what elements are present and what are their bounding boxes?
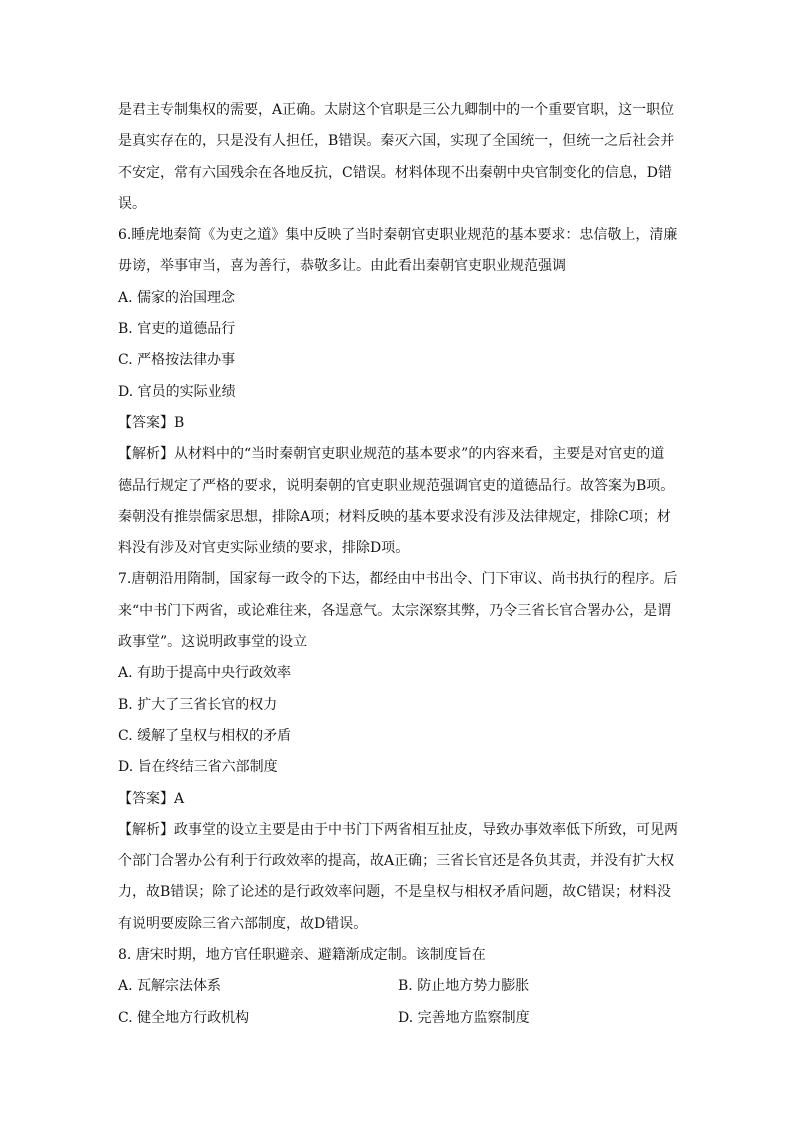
question-7-option-d: D. 旨在终结三省六部制度 xyxy=(118,759,278,776)
question-7-option-c: C. 缓解了皇权与相权的矛盾 xyxy=(118,727,292,744)
question-6-stem: 6.睡虎地秦简《为吏之道》集中反映了当时秦朝官吏职业规范的基本要求：忠信敬上，清廉 xyxy=(118,227,678,244)
question-6-option-a: A. 儒家的治国理念 xyxy=(118,289,236,306)
question-7-analysis: 个部门合署办公有利于行政效率的提高，故A正确；三省长官还是各负其责，并没有扩大权 xyxy=(118,853,675,870)
question-6-answer: 【答案】B xyxy=(118,414,185,431)
question-8-option-b: B. 防止地方势力膨胀 xyxy=(398,978,530,995)
question-8-options-row xyxy=(118,971,678,1002)
question-6-analysis: 秦朝没有推崇儒家思想，排除A项；材料反映的基本要求没有涉及法律规定，排除C项；材 xyxy=(118,508,671,525)
text-line: 是君主专制集权的需要，A正确。太尉这个官职是三公九卿制中的一个重要官职，这一职位 xyxy=(118,102,675,118)
question-8-option-d: D. 完善地方监察制度 xyxy=(398,1009,530,1026)
question-7-option-a: A. 有助于提高中央行政效率 xyxy=(118,665,292,682)
question-6-stem: 毋谤，举事审当，喜为善行，恭敬多让。由此看出秦朝官吏职业规范强调 xyxy=(118,258,566,275)
question-7-answer: 【答案】A xyxy=(118,790,185,807)
question-7-analysis: 【解析】政事堂的设立主要是由于中书门下两省相互扯皮，导致办事效率低下所致，可见两 xyxy=(118,821,678,838)
question-6-analysis: 【解析】从材料中的“当时秦朝官吏职业规范的基本要求”的内容来看，主要是对官吏的道 xyxy=(118,446,665,463)
question-6-option-d: D. 官员的实际业绩 xyxy=(118,383,236,400)
document-page xyxy=(118,95,678,1034)
question-6-analysis: 料没有涉及对官吏实际业绩的要求，排除D项。 xyxy=(118,540,410,557)
question-6-analysis: 德品行规定了严格的要求，说明秦朝的官吏职业规范强调官吏的道德品行。故答案为B项。 xyxy=(118,477,675,494)
question-7-stem: 政事堂”。这说明政事堂的设立 xyxy=(118,634,308,651)
question-8-option-a: A. 瓦解宗法体系 xyxy=(118,978,222,995)
text-line: 是真实存在的，只是没有人担任，B错误。秦灭六国，实现了全国统一，但统一之后社会并 xyxy=(118,133,675,150)
question-6-option-c: C. 严格按法律办事 xyxy=(118,352,236,369)
question-7-analysis: 有说明要废除三省六部制度，故D错误。 xyxy=(118,915,368,932)
text-line: 误。 xyxy=(118,195,146,212)
question-8-stem: 8. 唐宋时期，地方官任职避亲、避籍渐成定制。该制度旨在 xyxy=(118,947,486,964)
question-7-analysis: 力，故B错误；除了论述的是行政效率问题，不是皇权与相权矛盾问题，故C错误；材料没 xyxy=(118,884,671,901)
question-7-stem: 7.唐朝沿用隋制，国家每一政令的下达，都经由中书出令、门下审议、尚书执行的程序。后 xyxy=(118,571,678,588)
question-6-option-b: B. 官吏的道德品行 xyxy=(118,321,236,338)
question-8-options-row xyxy=(118,1003,678,1034)
question-7-option-b: B. 扩大了三省长官的权力 xyxy=(118,696,278,713)
question-8-option-c: C. 健全地方行政机构 xyxy=(118,1009,250,1026)
question-7-stem: 来“中书门下两省，或论难往来，各逞意气。太宗深察其弊，乃令三省长官合署办公，是谓 xyxy=(118,602,672,619)
text-line: 不安定，常有六国残余在各地反抗，C错误。材料体现不出秦朝中央官制变化的信息，D错 xyxy=(118,164,672,181)
